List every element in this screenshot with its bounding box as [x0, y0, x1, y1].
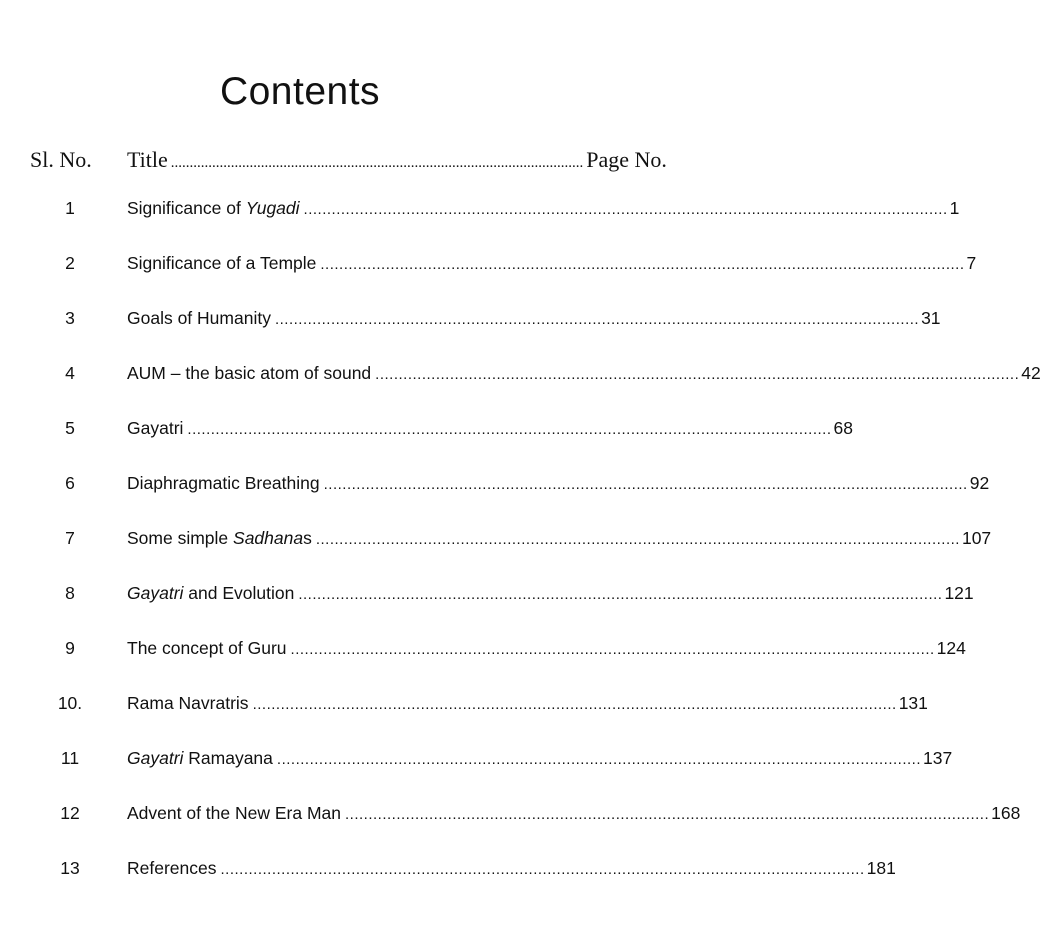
toc-dot-leader: ..........................................................................................................................................	[276, 751, 922, 768]
toc-entry-title	[127, 693, 249, 714]
toc-dot-leader: ..........................................................................................................................................	[290, 641, 935, 658]
toc-entry-title	[127, 253, 316, 274]
toc-entry-title	[127, 308, 271, 329]
toc-title-part: Advent of the New Era Man	[127, 803, 341, 823]
toc-dot-leader: ..........................................................................................................................................	[323, 476, 968, 493]
toc-entry	[0, 198, 960, 253]
toc-entry-number: 4	[65, 363, 75, 383]
toc-entry-page: 124	[936, 638, 966, 658]
toc-entry-page: 42	[1021, 363, 1041, 383]
toc-entry	[0, 638, 966, 693]
toc-entry-title	[127, 638, 287, 659]
toc-title-part: Ramayana	[183, 748, 273, 768]
toc-entry-page: 92	[969, 473, 990, 493]
toc-entry-title	[127, 418, 183, 439]
toc-entry-title	[127, 363, 371, 384]
toc-entry	[0, 803, 1021, 858]
toc-title-part: References	[127, 858, 217, 878]
toc-entry-line	[127, 253, 977, 274]
toc-entry-number: 7	[65, 528, 75, 548]
toc-dot-leader: ..........................................................................................................................................	[315, 531, 960, 548]
toc-entry	[0, 748, 953, 803]
toc-entry	[0, 693, 928, 748]
toc-header-row	[0, 147, 667, 177]
toc-entry-title	[127, 803, 341, 824]
toc-entry	[0, 253, 977, 308]
toc-entry-title	[127, 583, 294, 604]
toc-title-part: AUM – the basic atom of sound	[127, 363, 372, 383]
header-title-leader	[127, 147, 667, 173]
toc-entry-page: 137	[923, 748, 953, 768]
header-title: Title	[127, 147, 168, 172]
toc-dot-leader: ..........................................................................................................................................	[303, 201, 948, 218]
toc-list	[0, 198, 1041, 913]
toc-dot-leader: ..........................................................................................................................................	[187, 421, 832, 438]
toc-entry-line	[127, 308, 941, 329]
toc-title-part: The concept of Guru	[127, 638, 287, 658]
toc-entry-number: 3	[65, 308, 75, 328]
toc-entry-title	[127, 198, 300, 219]
toc-dot-leader: ..........................................................................................................................................	[375, 366, 1020, 383]
toc-dot-leader: ..........................................................................................................................................	[252, 696, 897, 713]
toc-title-part: Significance of	[127, 198, 246, 218]
toc-entry-page: 1	[949, 198, 960, 218]
toc-entry-number: 6	[65, 473, 75, 493]
toc-title-part: s	[303, 528, 312, 548]
toc-entry	[0, 583, 974, 638]
toc-entry	[0, 363, 1041, 418]
toc-title-part: Rama Navratris	[127, 693, 249, 713]
toc-entry-page: 7	[966, 253, 977, 273]
toc-entry-line	[127, 693, 928, 714]
toc-entry	[0, 528, 992, 583]
toc-title-part: Some simple	[127, 528, 234, 548]
toc-entry-title	[127, 858, 217, 879]
toc-entry-title	[127, 473, 320, 494]
toc-entry-line	[127, 803, 1021, 824]
toc-entry-number: 13	[60, 858, 80, 878]
toc-entry-page: 68	[833, 418, 853, 438]
toc-entry-line	[127, 363, 1041, 384]
header-dot-leader: ..............................................................................................................	[170, 155, 584, 171]
toc-entry-number: 8	[65, 583, 75, 603]
toc-title-italic-part: Yugadi	[245, 198, 300, 218]
toc-entry-line	[127, 748, 953, 769]
toc-entry-number: 12	[60, 803, 80, 823]
toc-entry	[0, 418, 853, 473]
toc-entry-line	[127, 638, 966, 659]
toc-entry-line	[127, 583, 974, 604]
toc-entry-line	[127, 858, 896, 879]
toc-title-italic-part: Sadhana	[233, 528, 304, 548]
toc-title-part: Goals of Humanity	[127, 308, 271, 328]
toc-entry-title	[127, 748, 273, 769]
toc-entry	[0, 473, 990, 528]
toc-entry-number: 11	[60, 748, 80, 768]
toc-entry-number: 9	[65, 638, 75, 658]
toc-title-part: Gayatri	[127, 418, 184, 438]
toc-entry-page: 107	[961, 528, 992, 548]
toc-title-italic-part: Gayatri	[127, 583, 184, 603]
toc-dot-leader: ..........................................................................................................................................	[320, 256, 965, 273]
toc-title-part: Diaphragmatic Breathing	[127, 473, 320, 493]
toc-entry-number: 5	[65, 418, 75, 438]
toc-entry	[0, 858, 896, 913]
toc-entry-page: 181	[866, 858, 896, 878]
toc-title-part: and Evolution	[183, 583, 295, 603]
toc-dot-leader: ..........................................................................................................................................	[274, 311, 920, 328]
toc-dot-leader: ..........................................................................................................................................	[298, 586, 943, 603]
toc-dot-leader: ..........................................................................................................................................	[345, 806, 990, 823]
toc-entry-page: 131	[898, 693, 928, 713]
toc-entry-line	[127, 528, 992, 549]
toc-entry-page: 168	[991, 803, 1021, 823]
toc-entry-line	[127, 473, 990, 494]
header-sl-no: Sl. No.	[30, 147, 92, 172]
toc-entry-page: 31	[921, 308, 941, 328]
toc-title-italic-part: Gayatri	[127, 748, 184, 768]
header-page-no: Page No.	[586, 147, 667, 172]
toc-entry-number: 10.	[57, 693, 83, 713]
toc-entry-number: 2	[65, 253, 75, 273]
toc-entry-title	[127, 528, 312, 549]
toc-entry-line	[127, 198, 960, 219]
page-title: Contents	[219, 70, 381, 113]
toc-title-part: Significance of a Temple	[127, 253, 317, 273]
toc-entry-line	[127, 418, 853, 439]
toc-dot-leader: ..........................................................................................................................................	[220, 861, 865, 878]
toc-entry-number: 1	[65, 198, 75, 218]
toc-entry	[0, 308, 941, 363]
toc-entry-page: 121	[944, 583, 974, 603]
